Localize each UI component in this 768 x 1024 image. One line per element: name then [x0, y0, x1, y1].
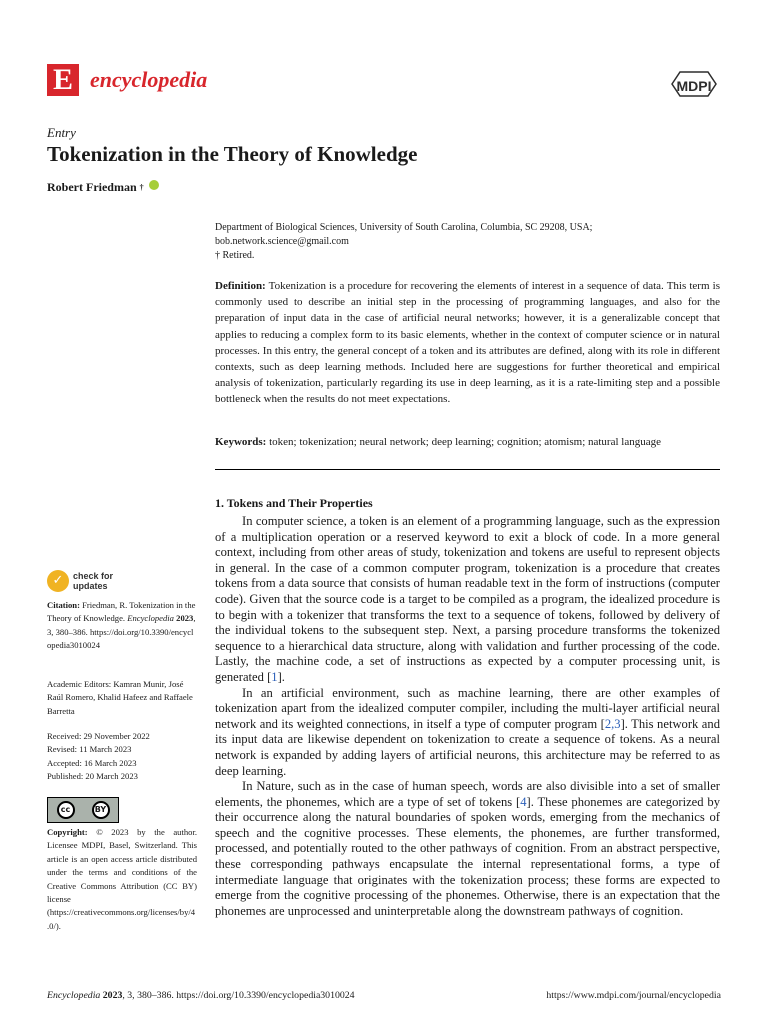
- author-line: [47, 180, 159, 195]
- definition-label: Definition:: [215, 280, 266, 292]
- citation-link-2[interactable]: 2,3: [604, 716, 621, 731]
- paragraph-2-text: In an artificial environment, such as machine learning, there are other examples of tokenization apart from the idealized computer compiler, including the multi-layer artificial neural network and its weighted connections, in itself a type of computer program [: [215, 685, 720, 731]
- paragraph-3: [215, 779, 720, 919]
- paragraph-1-end: ].: [277, 669, 285, 684]
- definition: [215, 278, 720, 408]
- paragraph-2: [215, 686, 720, 780]
- paragraph-1-text: In computer science, a token is an element of a programming language, such as the expression of a multiplication operation or a reserved keyword to exit a block of code. In a more general context, including from other areas of study, tokenization and tokens are useful to represent objects in general. In the case of a common computer program, tokenization is a procedure that creates tokens from a data source that consists of human readable text in the form of instructions (computer code). Given that the source code is a target to be compiled as a program, the idealized procedure is to begin with a tokenizer that transforms the text to a sequence of tokens, followed by delivery of the individual tokens to the subsequent step. Next, a parsing procedure transforms the tokenized sequence to a hierarchical data structure, along with validation and further processing of the code. Lastly, the machine code, a set of instructions as expected by a computer processing unit, is generated [: [215, 514, 720, 684]
- citation-block: [47, 599, 197, 653]
- by-icon: BY: [92, 801, 110, 819]
- citation-volume: , 3, 380–386.: [47, 613, 196, 637]
- citation-doi[interactable]: https://doi.org/10.3390/encyclopedia3010024: [47, 626, 194, 651]
- date-accepted: Accepted: 16 March 2023: [47, 757, 137, 768]
- author-mark: †: [139, 183, 144, 192]
- mdpi-logo[interactable]: [666, 70, 722, 98]
- checkmark-icon: ✓: [47, 570, 69, 592]
- footer-doi[interactable]: , 3, 380–386. https://doi.org/10.3390/encyclopedia3010024: [122, 990, 355, 1001]
- keywords-text: token; tokenization; neural network; deep learning; cognition; atomism; natural language: [269, 436, 661, 448]
- orcid-icon[interactable]: [149, 180, 159, 190]
- academic-editors: Academic Editors: Kamran Munir, José Raúl Romero, Khalid Hafeez and Raffaele Barretta: [47, 679, 193, 716]
- footer-year: 2023: [102, 990, 123, 1001]
- cc-by-license-badge[interactable]: [47, 797, 119, 823]
- citation-label: Citation:: [47, 600, 80, 610]
- divider: [215, 469, 720, 470]
- section-body: [215, 514, 720, 919]
- keywords: [215, 435, 720, 450]
- date-published: Published: 20 March 2023: [47, 771, 138, 782]
- citation-year: 2023: [176, 613, 194, 624]
- author-name[interactable]: Robert Friedman: [47, 180, 137, 194]
- check-updates-line1: check for: [73, 571, 114, 581]
- author-email[interactable]: bob.network.science@gmail.com: [215, 236, 349, 247]
- footer-citation: [47, 990, 355, 1001]
- copyright-label: Copyright:: [47, 827, 88, 837]
- footer-journal: Encyclopedia: [47, 990, 101, 1001]
- date-received: Received: 29 November 2022: [47, 731, 150, 741]
- check-for-updates-button[interactable]: [47, 570, 113, 592]
- paragraph-3-text: In Nature, such as in the case of human speech, words are also divisible into a set of smaller elements, the phonemes, which are a type of set of tokens [: [215, 779, 720, 809]
- date-revised: Revised: 11 March 2023: [47, 744, 132, 755]
- definition-text: Tokenization is a procedure for recovering the elements of interest in a sequence of data. This term is commonly used to describe an initial step in the processing of programming languages, and also for the preparation of input data in the case of artificial neural networks; however, it is a generalizable concept that applies to reducing a complex form to its basic elements, whether in the context of computer science or in natural processes. In this entry, the general concept of a token and its attributes are defined, along with its role in different contexts, such as deep learning methods. Included here are suggestions for further theoretical and empirical analysis of tokenization, particularly regarding its use in deep learning, as it is a rate-limiting step and a possible bottleneck when the results do not meet expectations.: [215, 280, 720, 406]
- copyright-block: [47, 826, 197, 933]
- article-title: Tokenization in the Theory of Knowledge: [47, 142, 418, 166]
- citation-link-3[interactable]: 4: [520, 794, 527, 809]
- check-updates-label: [73, 571, 113, 591]
- paragraph-3-rest: ]. These phonemes are categorized by their occurrence along the natural boundaries of spoken words, emerging from the mechanics of speech and the cognitive processes. These elements, the phonemes, are further transformed, processed, and potentially routed to the other pathways of cognition. From an abstract perspective, these corresponding pathways encapsulate the internal representational forms, a type of intermediate language that originates with the tokenization process; these forms are expected to emerge from the cognitive processing of the phonemes. Otherwise, there is an expectation that the phonemes are unprocessed and uninterpretable along the downstream pathways of cognition.: [215, 794, 720, 918]
- cc-icon: cc: [57, 801, 75, 819]
- affiliation: [215, 221, 720, 263]
- citation-link-1[interactable]: 1: [271, 669, 278, 684]
- paragraph-2-rest: ]. This network and its input data are likewise dependent on tokenization to create a sequence of tokens. As a neural network is expanded by adding layers of artificial neurons, this architecture may be referred to as deep learning.: [215, 716, 720, 778]
- citation-text: Friedman, R. Tokenization in the Theory of Knowledge.: [47, 600, 196, 624]
- article-type: Entry: [47, 125, 76, 140]
- mdpi-label: MDPI: [676, 78, 712, 94]
- copyright-text: © 2023 by the author. Licensee MDPI, Basel, Switzerland. This article is an open access article distributed under the terms and conditions of the Creative Commons Attribution (CC BY) license (https://creativecommons.org/licenses/by/4.0/).: [47, 827, 197, 931]
- dates-block: [47, 730, 197, 784]
- affiliation-dept: Department of Biological Sciences, University of South Carolina, Columbia, SC 29208, USA;: [215, 222, 593, 233]
- check-updates-line2: updates: [73, 581, 108, 591]
- paragraph-1: [215, 514, 720, 686]
- citation-journal: Encyclopedia: [127, 613, 174, 624]
- journal-name[interactable]: encyclopedia: [90, 67, 208, 92]
- keywords-label: Keywords:: [215, 436, 267, 448]
- footer-journal-url[interactable]: https://www.mdpi.com/journal/encyclopedia: [546, 990, 721, 1001]
- affiliation-note: † Retired.: [215, 250, 255, 261]
- section-heading: 1. Tokens and Their Properties: [215, 496, 373, 510]
- journal-logo[interactable]: E: [47, 64, 79, 96]
